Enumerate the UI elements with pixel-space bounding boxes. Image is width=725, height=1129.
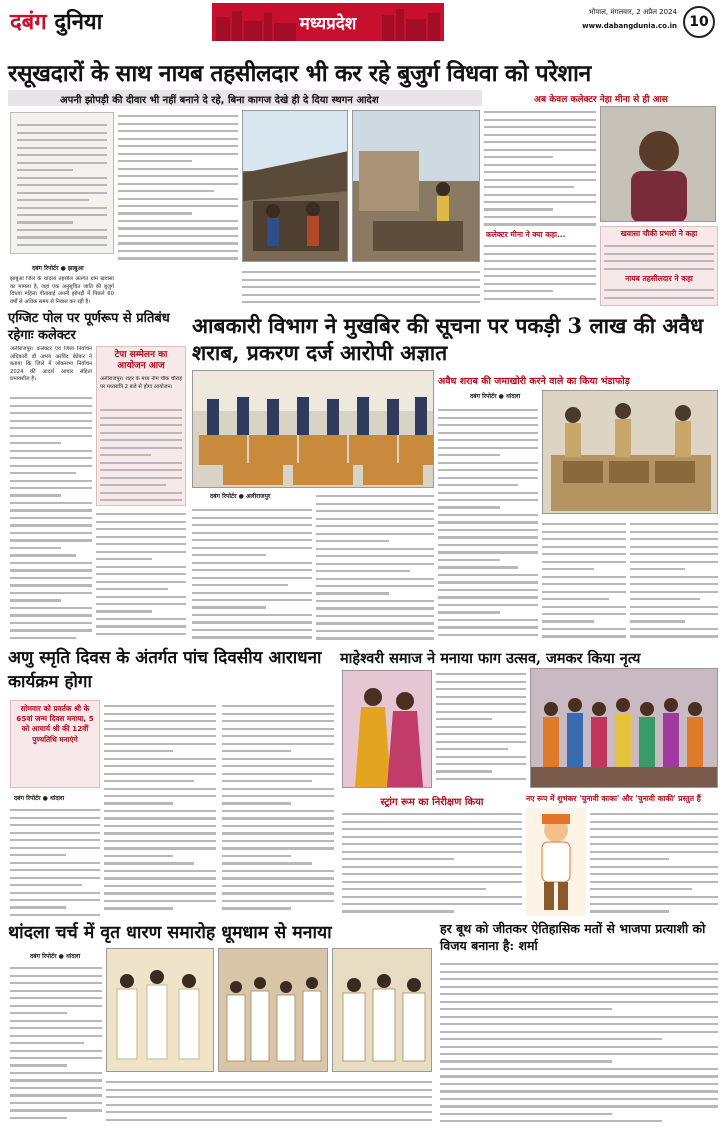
excise-body-col1 [192,504,312,640]
mascot-body [590,808,718,916]
lead-byline: दबंग रिपोर्टर ● झाबुआ [32,265,84,272]
anu-body-col1 [10,804,100,916]
anu-box-text: सोमवार को प्रवर्तक श्री के 65वां जन्म दिवस मनाया, 5 को आचार्य श्री की 12वीं पुण्यतिथि मनाएंगे [16,704,94,744]
anu-headline: अणु स्मृति दिवस के अंतर्गत पांच दिवसीय आराधना कार्यक्रम होगा [8,648,322,692]
excise-side-title: अवैध शराब की जमाखोरी करने वाले का किया भंडाफोड़ [438,376,630,387]
khavasa-box-body [604,240,714,270]
church-photo-3 [332,948,432,1072]
strong-room-title: स्ट्रांग रूम का निरीक्षण किया [380,797,484,808]
masthead [0,0,725,44]
naib-box-title: नायब तहसीलदार ने कहा [625,274,693,283]
tepa-body-below [96,508,186,642]
church-photo-1 [106,948,214,1072]
church-byline: दबंग रिपोर्टर ● थांदला [30,953,81,960]
excise-police-photo [542,390,718,514]
lead-side-text [484,106,596,226]
seized-liquor-photo [192,370,434,488]
tepa-text: अलीराजपुर। शहर के मध्य नीम चौक चौराहे पर मध्यरात्रि 2 बजे से होगा आयोजन। [100,376,182,390]
collector-photo [600,106,716,222]
naib-box-body [604,284,714,304]
excise-side-body-col3 [630,518,718,640]
hut-photo [242,110,348,262]
dateline: भोपाल, मंगलवार, 2 अप्रैल 2024 [588,8,677,16]
section-title: मध्यप्रदेश [299,14,357,34]
lead-intro-text: झाबुआ जिले के थांदला तहसील अंतर्गत ग्राम खवासा का मामला है, जहां एक अनुसूचित जाति की बुजुर्ग विधवा महिला गीताबाई अपनी झोपड़ी में पिछले 60 वर्षों से अधिक समय से निवास कर रही है। [10,276,114,305]
lead-body-column-2 [118,110,238,264]
lead-headline: रसूखदारों के साथ नायब तहसीलदार भी कर रहे बुजुर्ग विधवा को परेशान [8,60,591,87]
excise-side-body-col1 [438,404,538,640]
lead-subhead: अपनी झोपड़ी की दीवार भी नहीं बनाने दे रहे, बिना कागज देखे ही दे दिया स्थगन आदेश [60,95,379,106]
document-scan-image [10,112,114,254]
tepa-title: टेपा सम्मेलन का आयोजन आज [114,350,168,371]
maheshwari-headline: माहेश्वरी समाज ने मनाया फाग उत्सव, जमकर किया नृत्य [340,650,641,667]
church-headline: थांदला चर्च में वृत धारण समारोह धूमधाम से मनाया [8,923,332,943]
exit-poll-intro: अलीराजपुर। कलेक्टर एवं जिला निर्वाचन अधिकारी डॉ अभय अरविंद बेडेकर ने बताया कि जिले में लोकसभा निर्वाचन 2024 की आदर्श आचार संहिता प्रभावशील है। [10,346,92,383]
section-banner [212,3,444,41]
mascot-title: नए रूप में शुभंकर 'चुनावी काका' और 'चुनावी काकी' प्रस्तुत हैं [526,794,701,803]
excise-body-col2 [316,490,434,640]
collector-caption: कलेक्टर मीना ने क्या कहा... [486,230,566,239]
lead-side-kicker: अब केवल कलेक्टर नेहा मीना से ही आस [534,95,668,105]
page-number: 10 [683,6,715,38]
bjp-headline: हर बूथ को जीतकर ऐतिहासिक मतों से भाजपा प्रत्याशी को विजय बनाना है: शर्मा [440,921,706,953]
dance-photo [342,670,432,788]
logo-suffix: दुनिया [54,10,103,35]
church-body [10,962,102,1122]
mascot-image [526,808,586,916]
group-photo [530,668,718,788]
maheshwari-body [436,668,526,788]
wall-photo [352,110,480,262]
anu-body-col3 [222,700,334,916]
logo-prefix: दबंग [10,10,47,35]
logo [10,6,102,36]
excise-side-byline: दबंग रिपोर्टर ● थांदला [470,393,521,400]
excise-byline: दबंग रिपोर्टर ● अलीराजपुर [210,493,271,500]
website: www.dabangdunia.co.in [582,22,677,30]
anu-body-col2 [104,700,216,916]
excise-side-body-col2 [542,518,626,640]
tepa-body [100,404,182,502]
collector-caption-text [484,240,596,302]
anu-byline: दबंग रिपोर्टर ● थांदला [14,795,65,802]
khavasa-box-title: खवासा चौकी प्रभारी ने कहा [620,229,698,238]
strong-room-body [342,808,522,916]
lead-body-bottom [242,266,480,306]
excise-headline: आबकारी विभाग ने मुखबिर की सूचना पर पकड़ी 3 लाख की अवैध शराब, प्रकरण दर्ज आरोपी अज्ञात [192,313,704,365]
exit-poll-title: एग्जिट पोल पर पूर्णरूप से प्रतिबंध रहेगाः कलेक्टर [8,311,170,343]
church-body-bottom [106,1076,432,1122]
bjp-body [440,958,718,1122]
church-photo-2 [218,948,328,1072]
exit-poll-body [10,392,92,642]
